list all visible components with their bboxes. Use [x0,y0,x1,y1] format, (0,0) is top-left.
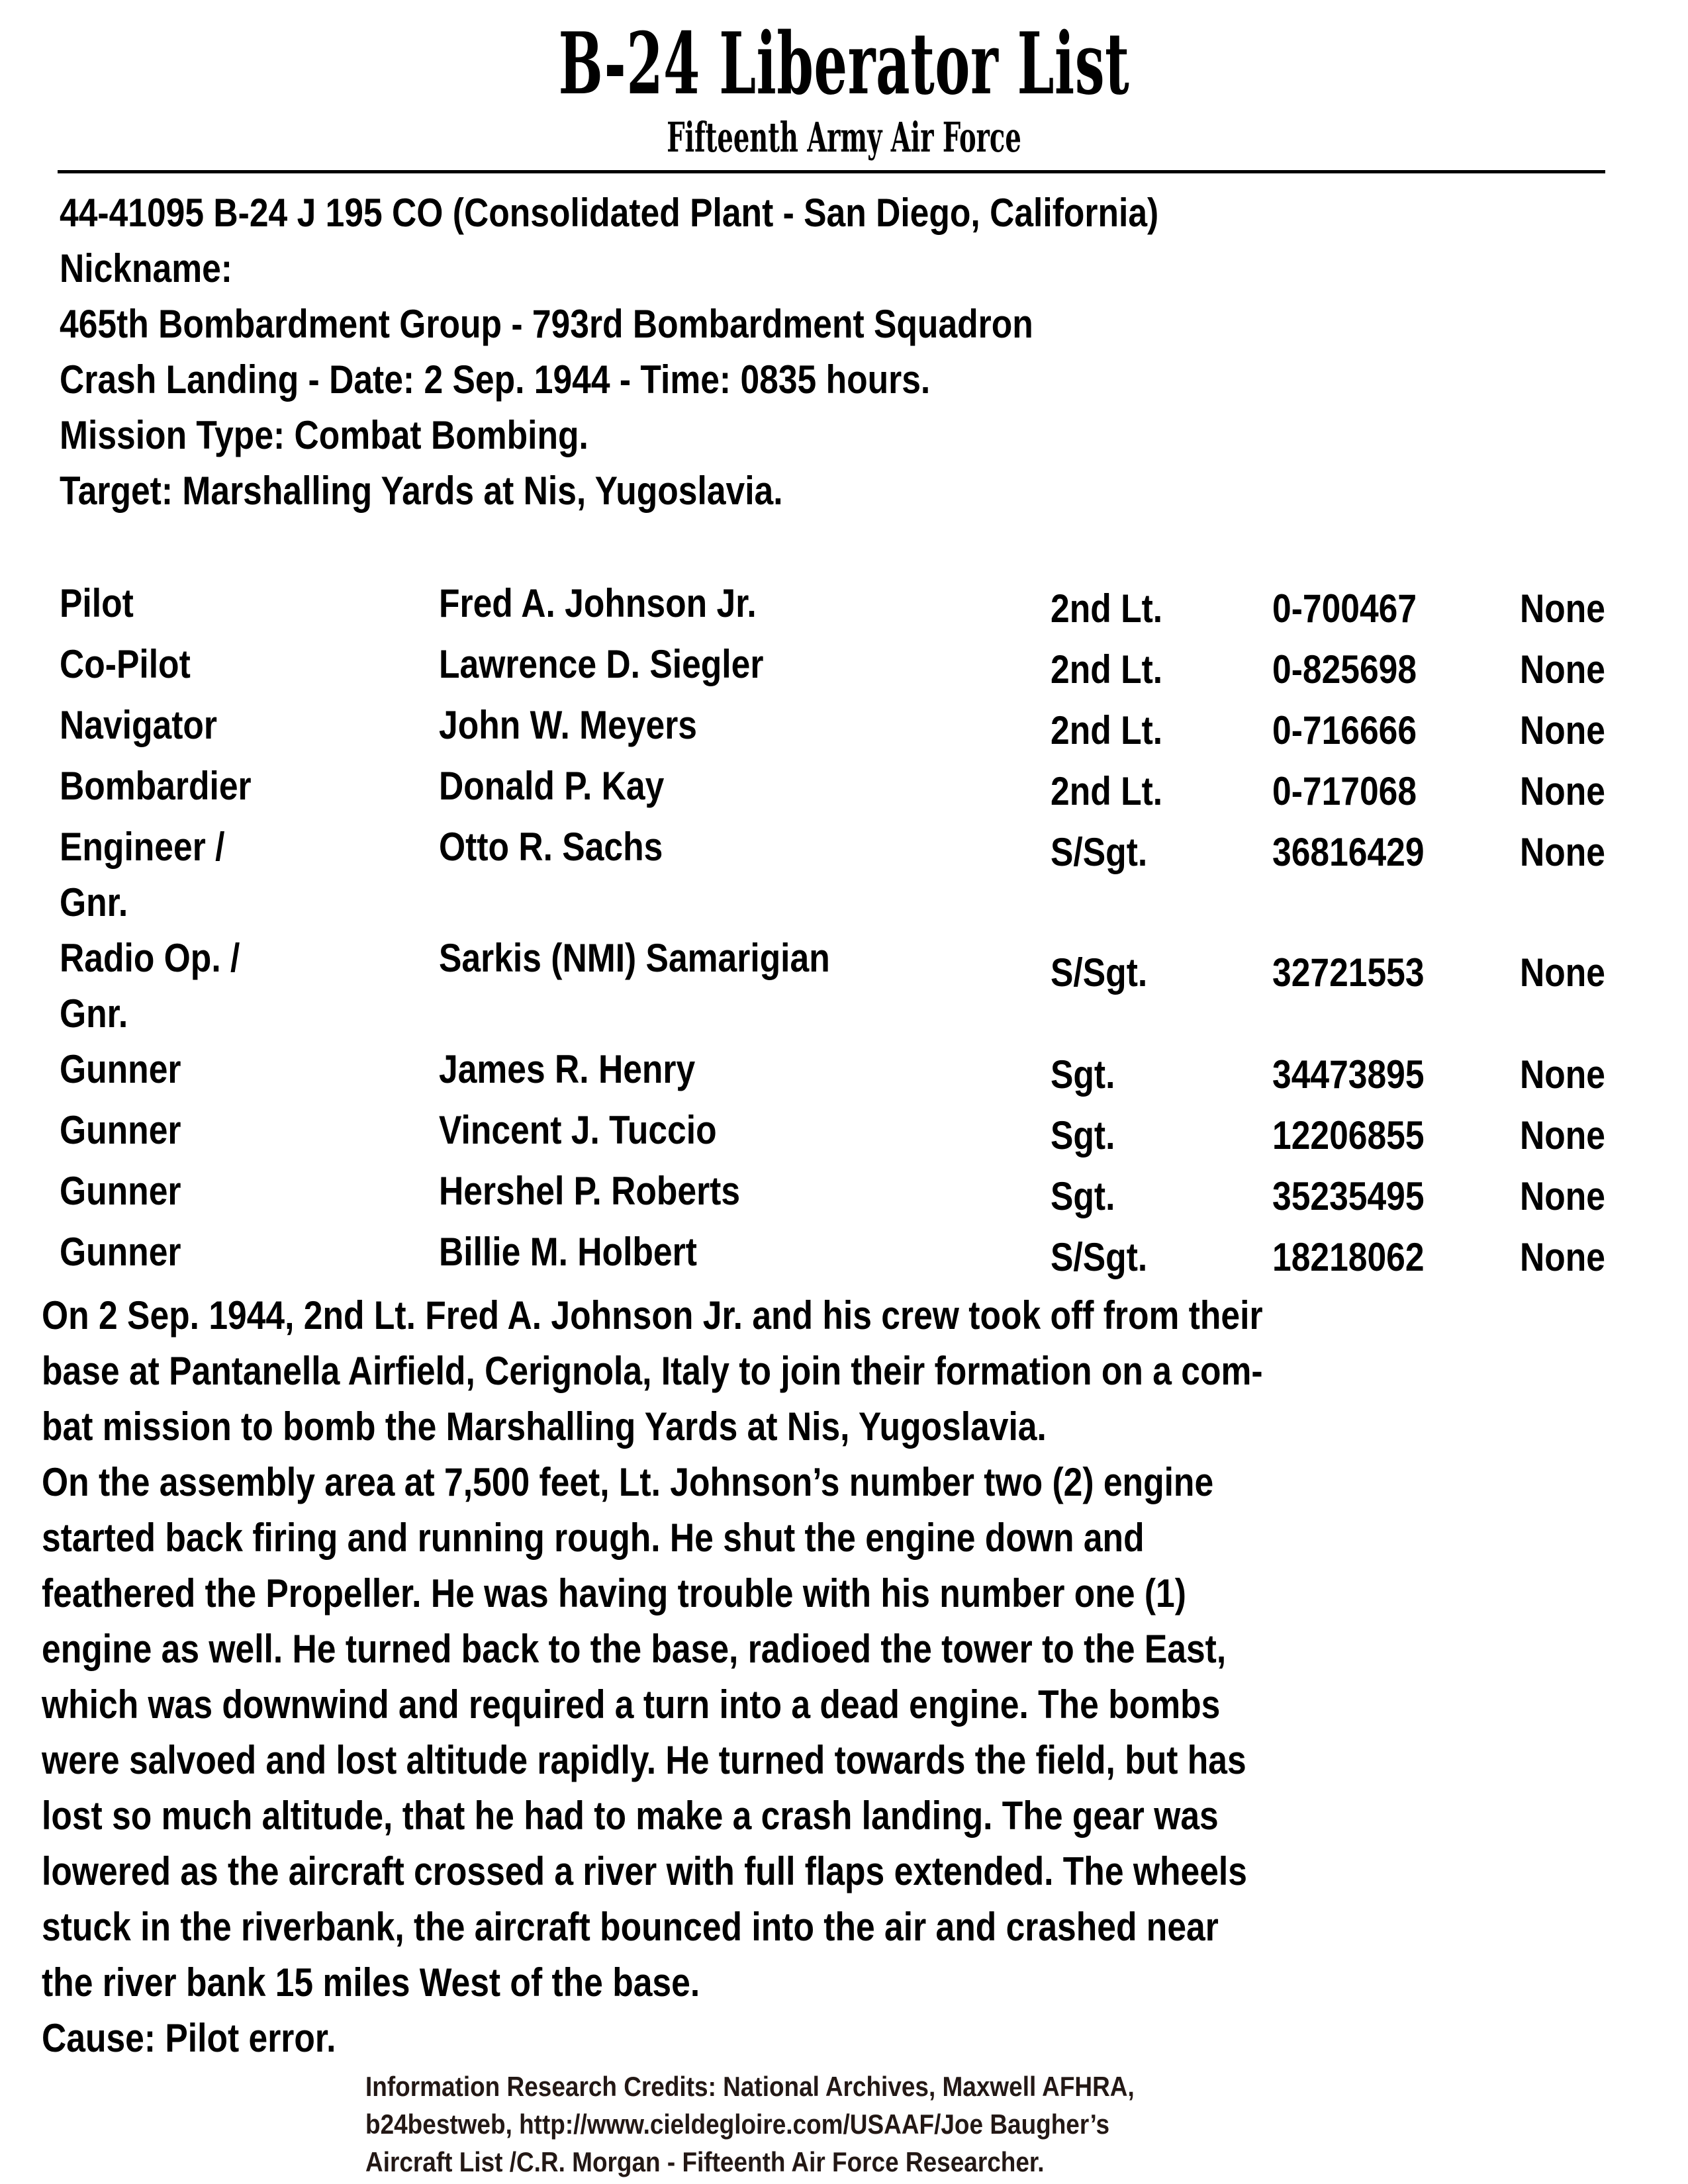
crew-position: Gunner [60,1047,181,1091]
crew-serial: 32721553 [1272,950,1425,995]
crew-rank: 2nd Lt. [1051,708,1163,752]
crew-serial: 36816429 [1272,830,1425,874]
crew-position: Engineer / Gnr. [60,825,225,925]
crew-rank: 2nd Lt. [1051,647,1163,692]
crew-rank: S/Sgt. [1051,1235,1148,1279]
research-credits [365,2068,1414,2181]
crew-rank: S/Sgt. [1051,950,1148,995]
crew-position: Co-Pilot [60,642,191,686]
crew-serial: 0-716666 [1272,708,1417,752]
aircraft-serial-line: 44-41095 B-24 J 195 CO (Consolidated Plant - San Diego, California) [60,191,1159,235]
crew-name: Donald P. Kay [439,764,665,808]
crew-status: None [1520,1174,1605,1218]
crew-serial: 18218062 [1272,1235,1425,1279]
crew-rank: 2nd Lt. [1051,586,1163,631]
crew-name: Sarkis (NMI) Samarigian [439,936,830,980]
credit-line: Information Research Credits: National Archives, Maxwell AFHRA, [365,2071,1135,2102]
crew-position: Gunner [60,1169,181,1213]
cause-line: Cause: Pilot error. [42,2016,336,2060]
document-title: B-24 Liberator List [558,15,1130,114]
document-subtitle: Fifteenth Army Air Force [667,113,1021,161]
narrative [42,1288,1688,2011]
crew-status: None [1520,647,1605,692]
mission-type-line: Mission Type: Combat Bombing. [60,413,588,457]
crew-name: Hershel P. Roberts [439,1169,741,1213]
crew-rank: 2nd Lt. [1051,769,1163,813]
title-divider [58,170,1605,173]
crew-name: John W. Meyers [439,703,697,747]
crew-serial: 0-717068 [1272,769,1417,813]
crew-name: Otto R. Sachs [439,825,663,869]
crew-serial: 35235495 [1272,1174,1425,1218]
crew-serial: 34473895 [1272,1052,1425,1097]
crew-status: None [1520,1235,1605,1279]
crew-position: Gunner [60,1230,181,1274]
crew-status: None [1520,1052,1605,1097]
crew-rank: Sgt. [1051,1174,1115,1218]
crew-list [60,576,1675,1285]
crew-name: Billie M. Holbert [439,1230,697,1274]
crew-serial: 12206855 [1272,1113,1425,1158]
incident-line: Crash Landing - Date: 2 Sep. 1944 - Time: 0835 hours. [60,357,931,402]
crew-position: Bombardier [60,764,252,808]
crew-name: Fred A. Johnson Jr. [439,581,757,625]
crew-name: Lawrence D. Siegler [439,642,764,686]
crew-position: Navigator [60,703,218,747]
unit-line: 465th Bombardment Group - 793rd Bombardment Squadron [60,302,1033,346]
target-line: Target: Marshalling Yards at Nis, Yugoslavia. [60,469,783,513]
crew-status: None [1520,1113,1605,1158]
crew-rank: Sgt. [1051,1113,1115,1158]
crew-status: None [1520,769,1605,813]
crew-status: None [1520,950,1605,995]
narrative-paragraph: On 2 Sep. 1944, 2nd Lt. Fred A. Johnson Jr. and his crew took off from their base at Pantanella Airfield, Cerignola, Italy to join their formation on a com- bat mission to bomb the Marshalling Yards at Nis, Yugoslavia. [42,1293,1263,1449]
aircraft-info [60,185,1648,519]
credit-line: b24bestweb, http://www.cieldegloire.com/USAAF/Joe Baugher’s [365,2109,1110,2140]
crew-status: None [1520,708,1605,752]
crew-name: Vincent J. Tuccio [439,1108,717,1152]
narrative-paragraph: On the assembly area at 7,500 feet, Lt. Johnson’s number two (2) engine started back firing and running rough. He shut the engine down and feathered the Propeller. He was having trouble with his number one (1) engine as well. He turned back to the base, radioed the tower to the East, which was downwind and required a turn into a dead engine. The bombs were salvoed and lost altitude rapidly. He turned towards the field, but has lost so much altitude, that he had to make a crash landing. The gear was lowered as the aircraft crossed a river with full flaps extended. The wheels stuck in the riverbank, the aircraft bounced into the air and crashed near the river bank 15 miles West of the base. [42,1460,1247,2005]
crew-serial: 0-825698 [1272,647,1417,692]
crew-rank: S/Sgt. [1051,830,1148,874]
crew-rank: Sgt. [1051,1052,1115,1097]
crew-position: Pilot [60,581,134,625]
crew-position: Gunner [60,1108,181,1152]
crew-position: Radio Op. / Gnr. [60,936,240,1036]
crew-name: James R. Henry [439,1047,696,1091]
crew-status: None [1520,586,1605,631]
nickname-line: Nickname: [60,246,232,291]
crew-status: None [1520,830,1605,874]
crew-serial: 0-700467 [1272,586,1417,631]
credit-line: Aircraft List /C.R. Morgan - Fifteenth Air Force Researcher. [365,2146,1045,2177]
